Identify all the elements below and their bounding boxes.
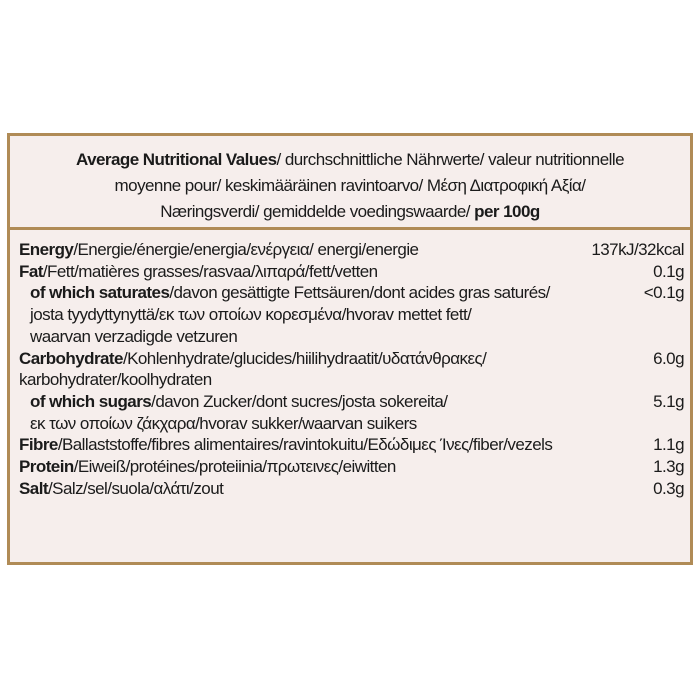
saturates-value: <0.1g — [643, 283, 684, 303]
row-saturates: of which saturates/davon gesättigte Fettsäuren/dont acides gras saturés/ josta tyydyttynyttä/εκ των οποίων κορεσμένα/hvorav mettet fett/ waarvan verzadigde vetzuren <0.1g — [30, 283, 684, 346]
salt-value: 0.3g — [653, 478, 684, 498]
nutrient-rows — [19, 239, 684, 499]
row-salt: Salt/Salz/sel/suola/αλάτι/zout 0.3g — [19, 478, 684, 498]
protein-value: 1.3g — [653, 457, 684, 477]
row-fibre: Fibre/Ballaststoffe/fibres alimentaires/ravintokuitu/Εδώδιμες Ίνες/fiber/vezels 1.1g — [19, 435, 684, 455]
table-header — [10, 136, 690, 227]
carbohydrate-value: 6.0g — [653, 348, 684, 368]
header-line-3: Næringsverdi/ gemiddelde voedingswaarde/ per 100g — [160, 202, 540, 221]
row-sugars: of which sugars/davon Zucker/dont sucres/josta sokereita/ εκ των οποίων ζάκχαρα/hvorav sukker/waarvan suikers 5.1g — [30, 391, 684, 433]
header-line-1: Average Nutritional Values/ durchschnittliche Nährwerte/ valeur nutritionnelle — [76, 150, 624, 169]
sugars-value: 5.1g — [653, 391, 684, 411]
energy-value: 137kJ/32kcal — [591, 240, 684, 259]
fat-value: 0.1g — [653, 261, 684, 281]
header-line-2: moyenne pour/ keskimääräinen ravintoarvo/ Μέση Διατροφική Αξία/ — [114, 176, 586, 195]
nutrition-table — [7, 133, 693, 565]
header-divider — [10, 227, 690, 230]
fibre-value: 1.1g — [653, 435, 684, 455]
row-fat: Fat/Fett/matières grasses/rasvaa/λιπαρά/fett/vetten 0.1g — [19, 261, 684, 281]
row-carbohydrate: Carbohydrate/Kohlenhydrate/glucides/hiilihydraatit/υδατάνθρακες/ karbohydrater/koolhydraten 6.0g — [19, 348, 684, 390]
row-energy: Energy/Energie/énergie/energia/ενέργεια/ energi/energie 137kJ/32kcal — [19, 240, 684, 259]
row-protein: Protein/Eiweiß/protéines/proteiinia/πρωτεινες/eiwitten 1.3g — [19, 457, 684, 477]
